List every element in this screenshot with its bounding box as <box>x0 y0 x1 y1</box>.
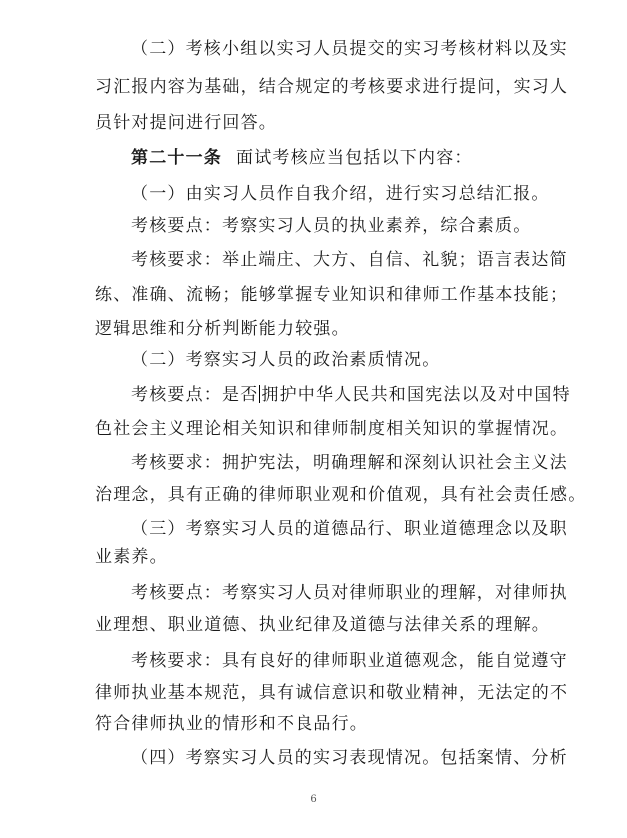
item-2-requirements-line: 考核要求：拥护宪法，明确理解和深刻认识社会主义法 <box>131 453 568 473</box>
item-2-points-line <box>131 384 571 406</box>
item-1-requirements-line: 练、准确、流畅；能够掌握专业知识和律师工作基本技能； <box>95 285 569 305</box>
item-3-requirements-line: 考核要求：具有良好的律师职业道德观念，能自觉遵守 <box>131 651 568 671</box>
item-3-requirements-line: 律师执业基本规范，具有诚信意识和敬业精神，无法定的不 <box>95 683 569 703</box>
item-1-points: 考核要点：考察实习人员的执业素养，综合素质。 <box>131 216 532 236</box>
item-3-requirements-line: 符合律师执业的情形和不良品行。 <box>95 714 368 734</box>
item-2-points-text-b: 拥护中华人民共和国宪法以及对中国特 <box>261 385 571 405</box>
item-1-heading: （一）由实习人员作自我介绍，进行实习总结汇报。 <box>131 184 550 204</box>
item-4-heading: （四）考察实习人员的实习表现情况。包括案情、分析 <box>131 748 568 768</box>
paragraph-line: 员针对提问进行回答。 <box>95 113 277 133</box>
item-3-points-line: 考核要点：考察实习人员对律师职业的理解，对律师执 <box>131 583 568 603</box>
item-2-heading: （二）考察实习人员的政治素质情况。 <box>131 350 441 370</box>
item-1-requirements-line: 逻辑思维和分析判断能力较强。 <box>95 319 350 339</box>
page-number: 6 <box>310 794 317 805</box>
article-21-line <box>131 147 473 169</box>
paragraph-line: 习汇报内容为基础，结合规定的考核要求进行提问，实习人 <box>95 77 569 97</box>
item-2-points-text-a: 考核要点：是否 <box>131 385 259 405</box>
item-2-points-line: 色社会主义理论相关知识和律师制度相关知识的掌握情况。 <box>95 419 569 439</box>
paragraph-line: （二）考核小组以实习人员提交的实习考核材料以及实 <box>131 39 568 59</box>
article-heading: 第二十一条 <box>131 148 222 168</box>
item-3-heading-line: （三）考察实习人员的道德品行、职业道德理念以及职 <box>131 519 568 539</box>
item-3-heading-line: 业素养。 <box>95 547 168 567</box>
item-3-points-line: 业理想、职业道德、执业纪律及道德与法律关系的理解。 <box>95 615 550 635</box>
item-2-requirements-line: 治理念，具有正确的律师职业观和价值观，具有社会责任感。 <box>95 485 587 505</box>
item-1-requirements-line: 考核要求：举止端庄、大方、自信、礼貌；语言表达简 <box>131 250 568 270</box>
article-text: 面试考核应当包括以下内容： <box>236 148 473 168</box>
